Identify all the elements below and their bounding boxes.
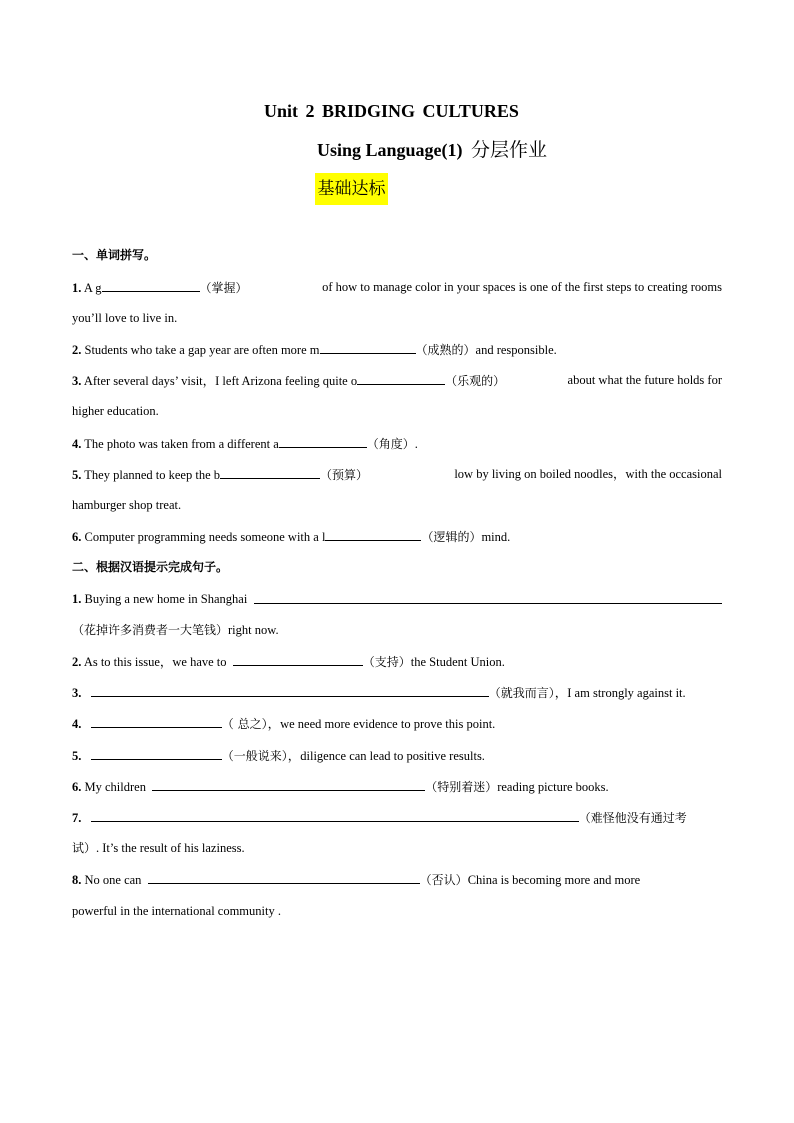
s1-q6-text-b: mind. — [481, 530, 511, 544]
s2-q6-text-b: reading picture books. — [497, 780, 609, 794]
s1-q1-text-b: of how to manage color in your spaces is one of the first steps to creating rooms — [322, 280, 722, 294]
s1-q3-hint: （乐观的） — [445, 374, 506, 388]
s2-q7-line1 — [72, 808, 722, 827]
s1-q5-line1 — [72, 465, 722, 484]
s1-q2-text-b: and responsible. — [475, 343, 557, 357]
s2-q7-line2 — [72, 839, 722, 857]
s1-q5-line2 — [72, 496, 722, 514]
s1-q6 — [72, 527, 722, 546]
s1-q6-blank[interactable] — [325, 527, 421, 541]
s2-q5 — [72, 746, 722, 765]
s2-q6-num: 6. — [72, 780, 82, 794]
s1-q4-text-b: . — [414, 437, 418, 451]
s2-q4 — [72, 714, 722, 733]
s2-q2-text-b: the Student Union. — [410, 655, 505, 669]
s2-q6 — [72, 777, 722, 796]
s2-q6-text-a: My children — [84, 780, 146, 794]
s1-q5-blank[interactable] — [220, 465, 320, 479]
s2-q4-hint: （ 总之） — [221, 717, 268, 731]
s2-q6-hint: （特别着迷） — [425, 780, 498, 794]
s1-q5-text-b: low by living on boiled noodles，with the occasional — [454, 467, 722, 481]
s1-q2-blank[interactable] — [320, 340, 416, 354]
s2-q8-hint: （否认） — [419, 873, 468, 887]
s1-q4-num: 4. — [72, 437, 82, 451]
s1-q4 — [72, 434, 722, 453]
s2-q2-num: 2. — [72, 655, 82, 669]
title-using-language-en: Using Language(1) — [317, 140, 463, 160]
title-using-language — [317, 135, 547, 162]
s2-q1-text-b: right now. — [228, 623, 279, 637]
s1-q3-blank[interactable] — [357, 371, 445, 385]
s1-q5-hint: （预算） — [320, 468, 369, 482]
s1-q3-text-a: After several days’ visit，I left Arizona feeling quite o — [83, 374, 358, 388]
s2-q2 — [72, 652, 722, 671]
s2-q1-num: 1. — [72, 592, 82, 606]
s2-q7-blank[interactable] — [91, 808, 579, 822]
s2-q8-line2 — [72, 902, 722, 920]
s2-q4-num: 4. — [72, 717, 82, 731]
s1-q3-line1 — [72, 371, 722, 390]
s2-q3-num: 3. — [72, 686, 82, 700]
s1-q3-text-c: higher education. — [72, 404, 159, 418]
s2-q6-blank[interactable] — [152, 777, 425, 791]
s1-q2 — [72, 340, 722, 359]
s2-q3-blank[interactable] — [91, 683, 489, 697]
s2-q7-num: 7. — [72, 811, 82, 825]
s1-q4-text-a: The photo was taken from a different a — [84, 437, 279, 451]
s2-q3 — [72, 683, 722, 702]
s2-q2-blank[interactable] — [233, 652, 363, 666]
s2-q8-text-a: No one can — [84, 873, 142, 887]
s2-q5-blank[interactable] — [91, 746, 222, 760]
s2-q7-text-b: . It’s the result of his laziness. — [96, 841, 245, 855]
s1-q1-num: 1. — [72, 281, 82, 295]
s2-q3-hint: （就我而言） — [488, 686, 555, 700]
s1-q4-blank[interactable] — [279, 434, 367, 448]
s1-q2-hint: （成熟的） — [415, 343, 476, 357]
s1-q3-text-b: about what the future holds for — [567, 373, 722, 387]
level-badge: 基础达标 — [315, 173, 388, 205]
s1-q1-line1 — [72, 278, 722, 297]
s1-q4-hint: （角度） — [366, 437, 415, 451]
s2-q8-line1 — [72, 870, 722, 889]
s1-q2-num: 2. — [72, 343, 82, 357]
s1-q5-text-c: hamburger shop treat. — [72, 498, 182, 512]
section1-heading: 一、单词拼写。 — [72, 248, 157, 262]
s2-q5-num: 5. — [72, 749, 82, 763]
s2-q8-num: 8. — [72, 873, 82, 887]
s1-q6-text-a: Computer programming needs someone with a l — [84, 530, 326, 544]
s2-q5-hint: （一般说来） — [221, 749, 288, 763]
s1-q1-text-c: you’ll love to live in. — [72, 311, 178, 325]
s1-q6-hint: （逻辑的） — [421, 530, 482, 544]
title-unit: Unit 2 BRIDGING CULTURES — [264, 101, 519, 121]
s1-q1-hint: （掌握） — [199, 281, 248, 295]
s2-q7-hint2: 试） — [72, 841, 97, 855]
s2-q8-text-c: powerful in the international community . — [72, 904, 281, 918]
s1-q3-num: 3. — [72, 374, 82, 388]
s2-q7-hint: （难怪他没有通过考 — [578, 811, 687, 825]
s2-q1-text-a: Buying a new home in Shanghai — [84, 592, 248, 606]
s1-q1-text-a: A g — [83, 281, 102, 295]
s2-q2-text-a: As to this issue，we have to — [83, 655, 227, 669]
title-using-language-cn: 分层作业 — [471, 139, 548, 161]
s1-q5-text-a: They planned to keep the b — [84, 468, 220, 482]
section2-heading: 二、根据汉语提示完成句子。 — [72, 560, 229, 574]
s2-q1-blank[interactable] — [254, 590, 722, 604]
s1-q3-line2 — [72, 402, 722, 420]
s2-q8-text-b: China is becoming more and more — [467, 873, 641, 887]
s1-q5-num: 5. — [72, 468, 82, 482]
s2-q3-text-b: ，I am strongly against it. — [554, 686, 686, 700]
s2-q5-text-b: ，diligence can lead to positive results. — [287, 749, 485, 763]
s2-q1-hint: （花掉许多消费者一大笔钱） — [72, 623, 229, 637]
s2-q8-blank[interactable] — [148, 870, 420, 884]
s1-q1-line2 — [72, 309, 722, 327]
s1-q2-text-a: Students who take a gap year are often more m — [84, 343, 320, 357]
s1-q1-blank[interactable] — [102, 278, 200, 292]
s2-q4-blank[interactable] — [91, 714, 222, 728]
s2-q1-line1 — [72, 590, 722, 608]
s2-q2-hint: （支持） — [362, 655, 411, 669]
s2-q4-text-b: ，we need more evidence to prove this point. — [267, 717, 496, 731]
s2-q1-line2 — [72, 621, 722, 639]
s1-q6-num: 6. — [72, 530, 82, 544]
